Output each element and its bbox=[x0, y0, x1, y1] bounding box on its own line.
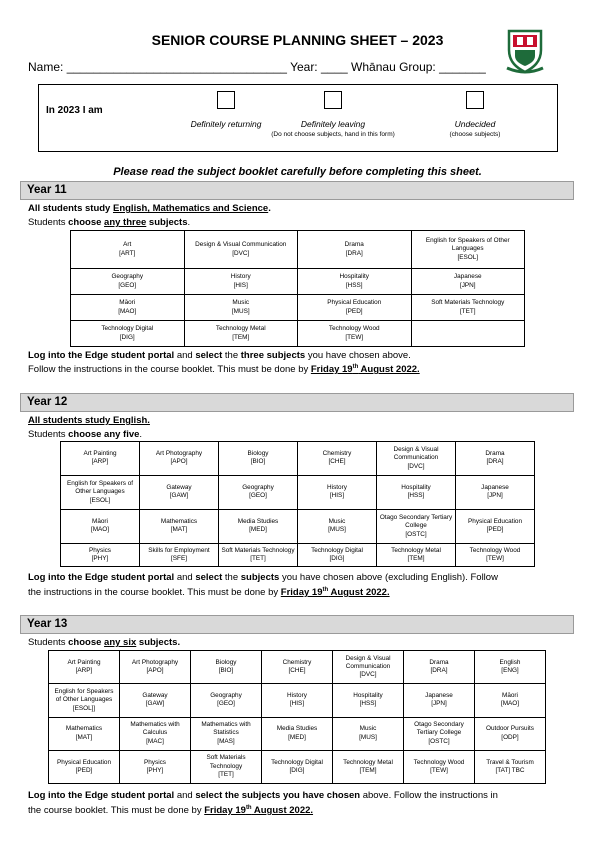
subject-cell bbox=[120, 684, 191, 717]
subject-code: [DIG] bbox=[289, 766, 305, 774]
undecided-label: Undecided bbox=[454, 119, 496, 129]
subject-cell bbox=[298, 543, 377, 566]
year12-deadline: Friday 19 bbox=[280, 587, 323, 598]
subject-name: Drama bbox=[429, 658, 449, 666]
subject-name: Mathematics bbox=[65, 725, 103, 733]
subject-cell bbox=[411, 269, 525, 295]
subject-code: [MAO] bbox=[90, 526, 110, 534]
year-field[interactable]: ____ bbox=[321, 60, 348, 74]
subject-name: Outdoor Pursuits bbox=[486, 725, 534, 733]
subject-cell bbox=[49, 717, 120, 750]
subject-code: [MAO] bbox=[500, 700, 520, 708]
subject-row bbox=[49, 684, 546, 717]
subject-code: [JPN] bbox=[459, 281, 476, 289]
subject-name: Drama bbox=[344, 241, 364, 249]
subject-row bbox=[49, 750, 546, 783]
subject-code: [TET] bbox=[218, 771, 234, 779]
subject-name: Technology Wood bbox=[413, 758, 465, 766]
subject-name: Physical Education bbox=[327, 299, 382, 307]
subject-code: [SFE] bbox=[171, 554, 187, 562]
subject-cell bbox=[333, 684, 404, 717]
subject-code: [TEM] bbox=[407, 554, 425, 562]
year11-subject-grid bbox=[70, 230, 525, 347]
subject-code: [ODP] bbox=[501, 733, 519, 741]
subject-name: History bbox=[230, 273, 251, 281]
subject-cell bbox=[298, 509, 377, 543]
subject-name: Physics bbox=[143, 758, 167, 766]
subject-code: [BIO] bbox=[218, 667, 234, 675]
subject-cell bbox=[456, 509, 535, 543]
subject-cell bbox=[262, 651, 333, 684]
subject-code: [HSS] bbox=[407, 492, 425, 500]
subject-code: [TEW] bbox=[345, 333, 364, 341]
subject-row bbox=[61, 475, 535, 509]
year13-instruction-1: Log into the Edge student portal and select the subjects you have chosen above. Follow the instructions in bbox=[28, 790, 498, 801]
subject-code: [DVC] bbox=[359, 671, 377, 679]
subject-code: [DVC] bbox=[232, 249, 250, 257]
subject-name: Technology Digital bbox=[101, 325, 154, 333]
subject-code: [PED] bbox=[486, 526, 504, 534]
name-field[interactable]: _________________________________ bbox=[66, 60, 287, 74]
subject-code: [ARP] bbox=[91, 458, 109, 466]
subject-cell bbox=[456, 543, 535, 566]
subject-name: Design & Visual Communication bbox=[345, 654, 391, 670]
subject-name: Māori bbox=[119, 299, 136, 307]
subject-name: Soft Materials Technology bbox=[431, 299, 505, 307]
subject-cell bbox=[404, 651, 475, 684]
undecided-checkbox[interactable] bbox=[466, 91, 484, 109]
subject-name: Mathematics with Statistics bbox=[201, 721, 251, 737]
subject-name: English for Speakers of Other Languages bbox=[425, 237, 510, 253]
subject-name: Travel & Tourism bbox=[486, 758, 534, 766]
subject-code: [ESOL] bbox=[89, 496, 111, 504]
subject-name: Geography bbox=[210, 692, 242, 700]
subject-cell bbox=[184, 269, 298, 295]
subject-cell bbox=[404, 750, 475, 783]
subject-name: Māori bbox=[92, 518, 108, 526]
subject-code: [DVC] bbox=[407, 462, 425, 470]
subject-name: Otago Secondary Tertiary College bbox=[379, 513, 453, 530]
subject-name: Soft Materials Technology bbox=[206, 754, 246, 770]
subject-cell bbox=[219, 442, 298, 476]
subject-cell bbox=[411, 231, 525, 269]
subject-code: [DRA] bbox=[430, 667, 448, 675]
subject-cell bbox=[120, 651, 191, 684]
subject-code: [MAO] bbox=[118, 307, 137, 315]
subject-cell bbox=[411, 295, 525, 321]
subject-cell bbox=[184, 321, 298, 347]
subject-name: Design & Visual Communication bbox=[195, 241, 287, 249]
subject-cell bbox=[120, 750, 191, 783]
subject-code: [HSS] bbox=[359, 700, 377, 708]
subject-name: Technology Metal bbox=[391, 546, 441, 554]
whanau-field[interactable]: _______ bbox=[439, 60, 486, 74]
subject-name: Physical Education bbox=[468, 518, 522, 526]
subject-name: Music bbox=[232, 299, 250, 307]
subject-cell bbox=[262, 750, 333, 783]
subject-name: Drama bbox=[485, 450, 505, 458]
subject-row bbox=[61, 442, 535, 476]
year11-core-line: All students study English, Mathematics and Science. bbox=[28, 203, 271, 214]
school-crest-icon bbox=[505, 28, 545, 74]
subject-cell bbox=[184, 231, 298, 269]
year11-instruction-2: Follow the instructions in the course booklet. This must be done by Friday 19th August 2022. bbox=[28, 363, 420, 375]
subject-code: [JPN] bbox=[487, 492, 503, 500]
subject-cell bbox=[262, 684, 333, 717]
subject-code: [DRA] bbox=[486, 458, 504, 466]
subject-name: Physics bbox=[88, 546, 112, 554]
subject-row bbox=[71, 321, 525, 347]
subject-name: Skills for Employment bbox=[148, 546, 210, 554]
subject-code: [ESOL]] bbox=[72, 704, 96, 712]
subject-name: Design & Visual Communication bbox=[393, 445, 439, 462]
subject-cell bbox=[61, 475, 140, 509]
subject-name: Japanese bbox=[425, 692, 453, 700]
subject-cell bbox=[219, 543, 298, 566]
subject-cell bbox=[191, 651, 262, 684]
subject-code: [HIS] bbox=[329, 492, 345, 500]
subject-code: [MUS] bbox=[328, 526, 346, 534]
subject-cell bbox=[140, 442, 219, 476]
subject-code: [TAT] TBC bbox=[495, 766, 525, 774]
subject-code: [PHY] bbox=[146, 766, 164, 774]
subject-code: [TEW] bbox=[430, 766, 448, 774]
subject-code: [JPN] bbox=[431, 700, 447, 708]
subject-name: Technology Digital bbox=[271, 758, 323, 766]
subject-name: Mathematics bbox=[160, 518, 198, 526]
subject-code: [ARP] bbox=[75, 667, 93, 675]
subject-name: Media Studies bbox=[276, 725, 318, 733]
subject-name: Art Painting bbox=[67, 658, 101, 666]
subject-code: [GEO] bbox=[118, 281, 137, 289]
subject-cell bbox=[71, 295, 185, 321]
subject-cell bbox=[191, 684, 262, 717]
subject-code: [MAC] bbox=[146, 737, 164, 745]
subject-code: [BIO] bbox=[250, 458, 266, 466]
subject-code: [HIS] bbox=[289, 700, 305, 708]
subject-cell bbox=[184, 295, 298, 321]
subject-cell bbox=[61, 509, 140, 543]
subject-cell bbox=[404, 717, 475, 750]
subject-cell bbox=[298, 321, 412, 347]
subject-code: [TEM] bbox=[359, 766, 377, 774]
subject-row bbox=[61, 543, 535, 566]
subject-row bbox=[49, 717, 546, 750]
subject-cell bbox=[298, 475, 377, 509]
subject-name: Gateway bbox=[166, 484, 192, 492]
year12-instruction-2: the instructions in the course booklet. This must be done by Friday 19th August 2022. bbox=[28, 586, 390, 598]
subject-name: Māori bbox=[502, 692, 518, 700]
subject-cell bbox=[333, 651, 404, 684]
status-box bbox=[38, 84, 558, 152]
subject-name: Art bbox=[123, 241, 132, 249]
subject-name: English for Speakers of Other Languages bbox=[66, 479, 134, 496]
subject-cell bbox=[49, 750, 120, 783]
subject-cell bbox=[475, 717, 546, 750]
subject-name: Technology Digital bbox=[311, 546, 363, 554]
year12-core-line: All students study English. bbox=[28, 415, 150, 426]
year13-subject-grid bbox=[48, 650, 546, 784]
year13-instruction-2: the course booklet. This must be done by Friday 19th August 2022. bbox=[28, 804, 314, 816]
returning-checkbox[interactable] bbox=[217, 91, 235, 109]
subject-name: Soft Materials Technology bbox=[221, 546, 295, 554]
year13-choose-line: Students choose any six subjects. bbox=[28, 637, 181, 648]
subject-cell bbox=[298, 269, 412, 295]
subject-cell bbox=[404, 684, 475, 717]
subject-cell bbox=[71, 231, 185, 269]
subject-code: [ART] bbox=[119, 249, 136, 257]
returning-label: Definitely returning bbox=[190, 119, 262, 129]
subject-cell bbox=[456, 475, 535, 509]
subject-cell bbox=[262, 717, 333, 750]
subject-code: [ESOL] bbox=[457, 253, 479, 261]
subject-name: Technology Wood bbox=[328, 325, 380, 333]
subject-name: Chemistry bbox=[282, 658, 312, 666]
subject-code: [HIS] bbox=[233, 281, 248, 289]
subject-code: [TET] bbox=[250, 554, 266, 562]
subject-row bbox=[71, 269, 525, 295]
subject-code: [OSTC] bbox=[428, 737, 450, 745]
subject-cell bbox=[377, 475, 456, 509]
subject-name: Technology Metal bbox=[215, 325, 266, 333]
leaving-label: Definitely leaving bbox=[300, 119, 366, 129]
subject-cell bbox=[61, 442, 140, 476]
subject-cell bbox=[49, 651, 120, 684]
subject-cell bbox=[120, 717, 191, 750]
subject-name: Chemistry bbox=[322, 450, 352, 458]
subject-code: [TEW] bbox=[486, 554, 504, 562]
subject-cell bbox=[140, 509, 219, 543]
year12-choose-line: Students choose any five. bbox=[28, 429, 143, 440]
subject-code: [PED] bbox=[345, 307, 363, 315]
subject-cell bbox=[71, 269, 185, 295]
subject-cell bbox=[71, 321, 185, 347]
subject-code: [GEO] bbox=[217, 700, 235, 708]
subject-cell bbox=[298, 231, 412, 269]
subject-code: [MUS] bbox=[359, 733, 377, 741]
subject-code: [DIG] bbox=[119, 333, 135, 341]
status-intro: In 2023 I am bbox=[46, 105, 103, 116]
subject-name: Art Painting bbox=[83, 450, 117, 458]
subject-name: English bbox=[499, 658, 521, 666]
year12-instruction-1: Log into the Edge student portal and select the subjects you have chosen above (excluding English). Follow bbox=[28, 572, 498, 583]
subject-name: Art Photography bbox=[155, 450, 203, 458]
subject-code: [CHE] bbox=[328, 458, 346, 466]
subject-cell bbox=[475, 651, 546, 684]
subject-name: Hospitality bbox=[353, 692, 383, 700]
subject-code: [DRA] bbox=[345, 249, 363, 257]
year12-heading: Year 12 bbox=[20, 393, 574, 412]
subject-name: English for Speakers of Other Languages bbox=[54, 687, 114, 704]
subject-name: Biology bbox=[215, 658, 237, 666]
subject-name: History bbox=[327, 484, 347, 492]
leaving-note: (Do not choose subjects, hand in this form) bbox=[271, 131, 395, 138]
subject-code: [PED] bbox=[75, 766, 93, 774]
year11-instruction-1: Log into the Edge student portal and select the three subjects you have chosen above. bbox=[28, 350, 411, 361]
year13-heading: Year 13 bbox=[20, 615, 574, 634]
subject-cell bbox=[377, 543, 456, 566]
subject-code: [CHE] bbox=[288, 667, 306, 675]
subject-name: Mathematics with Calculus bbox=[130, 721, 180, 737]
subject-cell bbox=[333, 717, 404, 750]
subject-row bbox=[49, 651, 546, 684]
subject-name: Music bbox=[328, 518, 346, 526]
subject-code: [APO] bbox=[146, 667, 164, 675]
subject-name: Music bbox=[359, 725, 377, 733]
name-label: Name: bbox=[28, 60, 64, 74]
subject-cell bbox=[377, 509, 456, 543]
year13-deadline: Friday 19 bbox=[204, 805, 246, 816]
subject-name: Geography bbox=[111, 273, 144, 281]
subject-row bbox=[71, 295, 525, 321]
subject-cell bbox=[140, 543, 219, 566]
undecided-note: (choose subjects) bbox=[449, 131, 501, 138]
whanau-label: Whānau Group: bbox=[351, 60, 436, 74]
subject-cell bbox=[298, 295, 412, 321]
subject-name: Physical Education bbox=[57, 758, 111, 766]
subject-code: [OSTC] bbox=[405, 530, 427, 538]
year11-choose-line: Students choose any three subjects. bbox=[28, 217, 191, 228]
subject-code: [DIG] bbox=[329, 554, 345, 562]
subject-code: [MAT] bbox=[170, 526, 188, 534]
subject-cell bbox=[475, 750, 546, 783]
subject-cell bbox=[49, 684, 120, 717]
option-undecided bbox=[405, 91, 545, 138]
subject-code: [APO] bbox=[170, 458, 188, 466]
subject-code: [ENG] bbox=[501, 667, 519, 675]
subject-name: Art Photography bbox=[131, 658, 179, 666]
subject-cell bbox=[191, 717, 262, 750]
subject-name: Biology bbox=[247, 450, 269, 458]
booklet-notice: Please read the subject booklet carefully before completing this sheet. bbox=[113, 166, 482, 178]
subject-cell bbox=[140, 475, 219, 509]
subject-name: Otago Secondary Tertiary College bbox=[414, 721, 464, 737]
subject-name: Geography bbox=[242, 484, 274, 492]
subject-name: Hospitality bbox=[339, 273, 369, 281]
subject-cell bbox=[298, 442, 377, 476]
option-leaving bbox=[263, 91, 403, 138]
subject-code: [MED] bbox=[288, 733, 306, 741]
subject-cell bbox=[61, 543, 140, 566]
subject-code: [MAS] bbox=[217, 737, 235, 745]
subject-code: [MUS] bbox=[231, 307, 250, 315]
subject-cell bbox=[219, 475, 298, 509]
subject-code: [TEM] bbox=[232, 333, 250, 341]
subject-name: Technology Wood bbox=[469, 546, 521, 554]
subject-cell bbox=[475, 684, 546, 717]
subject-code: [GAW] bbox=[169, 492, 189, 500]
subject-code: [PHY] bbox=[91, 554, 109, 562]
subject-name: History bbox=[287, 692, 307, 700]
subject-cell bbox=[411, 321, 525, 347]
subject-code: [MED] bbox=[249, 526, 267, 534]
year12-subject-grid bbox=[60, 441, 535, 567]
subject-code: [MAT] bbox=[75, 733, 93, 741]
subject-name: Hospitality bbox=[401, 484, 431, 492]
subject-name: Media Studies bbox=[237, 518, 279, 526]
year11-deadline: Friday 19 bbox=[310, 364, 353, 375]
subject-name: Japanese bbox=[481, 484, 509, 492]
subject-code: [GAW] bbox=[145, 700, 165, 708]
subject-code: [GEO] bbox=[249, 492, 267, 500]
year-label: Year: bbox=[290, 60, 318, 74]
year11-heading: Year 11 bbox=[20, 181, 574, 200]
subject-code: [HSS] bbox=[345, 281, 363, 289]
subject-row bbox=[61, 509, 535, 543]
subject-cell bbox=[333, 750, 404, 783]
subject-cell bbox=[191, 750, 262, 783]
subject-row bbox=[71, 231, 525, 269]
subject-name: Japanese bbox=[453, 273, 482, 281]
subject-cell bbox=[456, 442, 535, 476]
leaving-checkbox[interactable] bbox=[324, 91, 342, 109]
subject-cell bbox=[219, 509, 298, 543]
subject-cell bbox=[377, 442, 456, 476]
subject-name: Technology Metal bbox=[343, 758, 393, 766]
page-title: SENIOR COURSE PLANNING SHEET – 2023 bbox=[151, 32, 444, 48]
subject-name: Gateway bbox=[142, 692, 168, 700]
student-details-line bbox=[28, 60, 486, 74]
subject-code: [TET] bbox=[459, 307, 476, 315]
